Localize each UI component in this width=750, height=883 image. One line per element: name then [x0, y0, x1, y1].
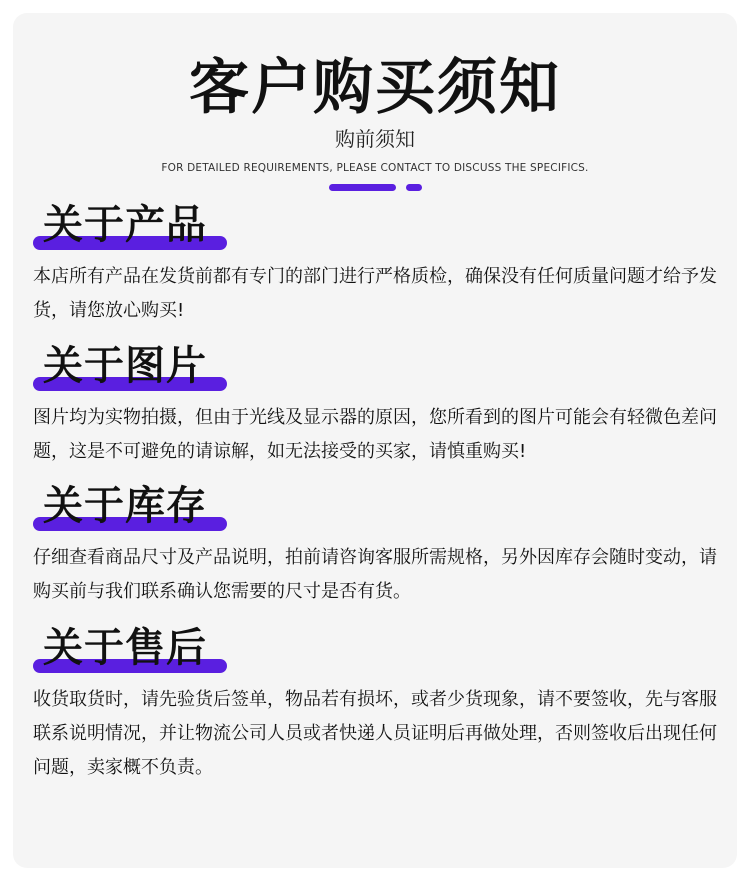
section-text: 仔细查看商品尺寸及产品说明，拍前请咨询客服所需规格，另外因库存会随时变动，请购买前与我们联系确认您需要的尺寸是否有货。 [33, 547, 717, 602]
english-note: FOR DETAILED REQUIREMENTS, PLEASE CONTACT TO DISCUSS THE SPECIFICS. [161, 162, 589, 174]
section-heading [33, 485, 233, 537]
section-heading-text: 关于库存 [43, 483, 207, 529]
page-subtitle: 购前须知 [335, 127, 415, 151]
section-heading-text: 关于图片 [43, 343, 207, 389]
section-heading [33, 345, 233, 397]
page-title: 客户购买须知 [189, 53, 561, 123]
section-text: 图片均为实物拍摄，但由于光线及显示器的原因，您所看到的图片可能会有轻微色差问题，这是不可避免的请谅解，如无法接受的买家，请慎重购买! [33, 407, 717, 462]
title-decoration-long [329, 184, 396, 191]
section-heading-text: 关于售后 [43, 625, 207, 671]
section-text: 本店所有产品在发货前都有专门的部门进行严格质检，确保没有任何质量问题才给予发货，请您放心购买! [33, 266, 717, 321]
title-decoration-short [406, 184, 422, 191]
section-heading-text: 关于产品 [43, 202, 207, 248]
section-heading [33, 204, 233, 256]
section-heading [33, 627, 233, 679]
section-text: 收货取货时，请先验货后签单，物品若有损坏，或者少货现象，请不要签收，先与客服联系说明情况，并让物流公司人员或者快递人员证明后再做处理，否则签收后出现任何问题，卖家概不负责。 [33, 689, 717, 778]
